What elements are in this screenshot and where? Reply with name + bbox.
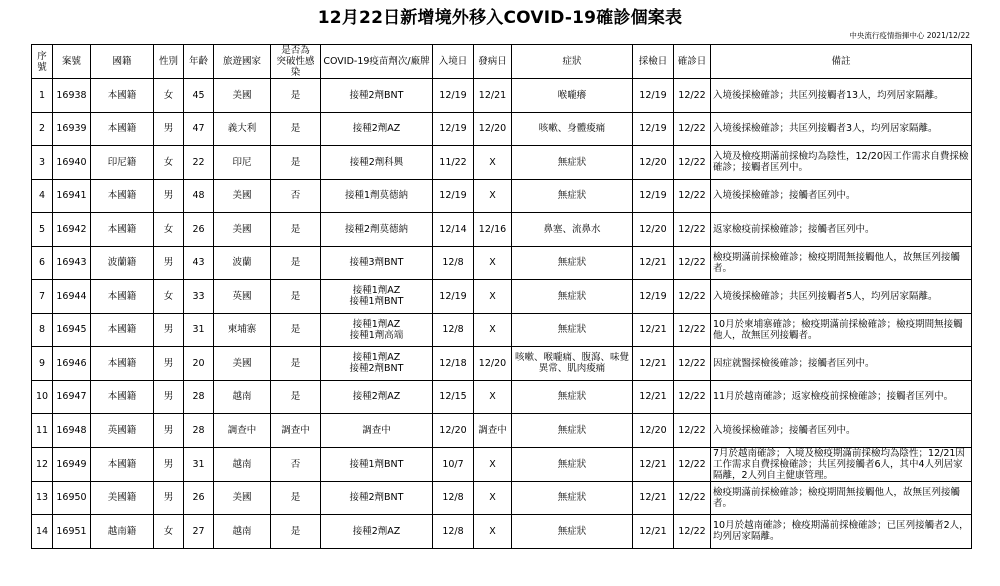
entry-date-cell: 12/20 [433, 414, 474, 448]
vaccine-cell: 接種1劑莫德納 [321, 179, 433, 213]
symptom-cell: 無症狀 [512, 246, 633, 280]
sex-cell: 女 [154, 146, 184, 180]
table-row [32, 447, 972, 481]
case-number-cell: 16951 [53, 515, 91, 549]
confirm-date-cell: 12/22 [674, 380, 711, 414]
table-row [32, 347, 972, 381]
remark-cell: 返家檢疫前採檢確診；接觸者匡列中。 [711, 213, 972, 247]
sex-cell: 男 [154, 481, 184, 515]
confirm-date-cell: 12/22 [674, 515, 711, 549]
remark-cell: 入境後採檢確診；共匡列接觸者3人，均列居家隔離。 [711, 112, 972, 146]
confirm-date-cell: 12/22 [674, 179, 711, 213]
test-date-cell: 12/21 [633, 347, 674, 381]
remark-cell: 入境後採檢確診；接觸者匡列中。 [711, 179, 972, 213]
serial-cell: 9 [32, 347, 53, 381]
travel-country-cell: 義大利 [214, 112, 271, 146]
nationality-cell: 本國籍 [91, 213, 154, 247]
confirm-date-cell: 12/22 [674, 414, 711, 448]
header-cell: 旅遊國家 [214, 45, 271, 79]
age-cell: 48 [184, 179, 214, 213]
breakthrough-cell: 是 [271, 246, 321, 280]
serial-cell: 8 [32, 313, 53, 347]
sex-cell: 男 [154, 380, 184, 414]
case-number-cell: 16939 [53, 112, 91, 146]
travel-country-cell: 波蘭 [214, 246, 271, 280]
header-cell: 備註 [711, 45, 972, 79]
entry-date-cell: 12/15 [433, 380, 474, 414]
breakthrough-cell: 是 [271, 347, 321, 381]
age-cell: 20 [184, 347, 214, 381]
sex-cell: 女 [154, 79, 184, 113]
nationality-cell: 本國籍 [91, 280, 154, 314]
breakthrough-cell: 調查中 [271, 414, 321, 448]
nationality-cell: 越南籍 [91, 515, 154, 549]
onset-date-cell: 12/20 [474, 347, 512, 381]
entry-date-cell: 12/19 [433, 112, 474, 146]
onset-date-cell: 12/16 [474, 213, 512, 247]
vaccine-cell: 接種1劑AZ 接種2劑BNT [321, 347, 433, 381]
table-row [32, 246, 972, 280]
remark-cell: 入境後採檢確診；共匡列接觸者5人，均列居家隔離。 [711, 280, 972, 314]
entry-date-cell: 12/18 [433, 347, 474, 381]
sex-cell: 男 [154, 313, 184, 347]
nationality-cell: 本國籍 [91, 347, 154, 381]
header-cell: COVID-19疫苗劑次/廠牌 [321, 45, 433, 79]
serial-cell: 11 [32, 414, 53, 448]
travel-country-cell: 柬埔寨 [214, 313, 271, 347]
case-number-cell: 16947 [53, 380, 91, 414]
serial-cell: 7 [32, 280, 53, 314]
table-row [32, 380, 972, 414]
breakthrough-cell: 是 [271, 380, 321, 414]
vaccine-cell: 接種2劑AZ [321, 380, 433, 414]
onset-date-cell: X [474, 515, 512, 549]
breakthrough-cell: 是 [271, 481, 321, 515]
case-number-cell: 16948 [53, 414, 91, 448]
serial-cell: 10 [32, 380, 53, 414]
symptom-cell: 無症狀 [512, 515, 633, 549]
test-date-cell: 12/19 [633, 179, 674, 213]
entry-date-cell: 10/7 [433, 447, 474, 481]
confirm-date-cell: 12/22 [674, 213, 711, 247]
case-number-cell: 16938 [53, 79, 91, 113]
symptom-cell: 無症狀 [512, 447, 633, 481]
entry-date-cell: 12/8 [433, 246, 474, 280]
onset-date-cell: 調查中 [474, 414, 512, 448]
case-number-cell: 16946 [53, 347, 91, 381]
remark-cell: 檢疫期滿前採檢確診；檢疫期間無接觸他人，故無匡列接觸者。 [711, 481, 972, 515]
case-number-cell: 16944 [53, 280, 91, 314]
case-number-cell: 16945 [53, 313, 91, 347]
breakthrough-cell: 是 [271, 146, 321, 180]
test-date-cell: 12/21 [633, 313, 674, 347]
remark-cell: 7月於越南確診；入境及檢疫期滿前採檢均為陰性；12/21因工作需求自費採檢確診；共匡列接觸者6人，其中4人列居家隔離，2人列自主健康管理。 [711, 447, 972, 481]
breakthrough-cell: 是 [271, 112, 321, 146]
travel-country-cell: 美國 [214, 179, 271, 213]
confirm-date-cell: 12/22 [674, 79, 711, 113]
remark-cell: 檢疫期滿前採檢確診；檢疫期間無接觸他人，故無匡列接觸者。 [711, 246, 972, 280]
onset-date-cell: X [474, 380, 512, 414]
vaccine-cell: 接種1劑AZ 接種1劑BNT [321, 280, 433, 314]
nationality-cell: 本國籍 [91, 447, 154, 481]
confirm-date-cell: 12/22 [674, 246, 711, 280]
nationality-cell: 波蘭籍 [91, 246, 154, 280]
test-date-cell: 12/19 [633, 112, 674, 146]
age-cell: 31 [184, 447, 214, 481]
symptom-cell: 無症狀 [512, 313, 633, 347]
vaccine-cell: 接種1劑AZ 接種1劑高端 [321, 313, 433, 347]
test-date-cell: 12/19 [633, 79, 674, 113]
nationality-cell: 本國籍 [91, 179, 154, 213]
case-number-cell: 16949 [53, 447, 91, 481]
nationality-cell: 本國籍 [91, 79, 154, 113]
serial-cell: 12 [32, 447, 53, 481]
nationality-cell: 美國籍 [91, 481, 154, 515]
confirm-date-cell: 12/22 [674, 112, 711, 146]
header-cell: 是否為 突破性感染 [271, 45, 321, 79]
header-row [32, 45, 972, 79]
breakthrough-cell: 是 [271, 280, 321, 314]
sex-cell: 女 [154, 515, 184, 549]
confirm-date-cell: 12/22 [674, 347, 711, 381]
onset-date-cell: 12/21 [474, 79, 512, 113]
age-cell: 27 [184, 515, 214, 549]
vaccine-cell: 接種2劑BNT [321, 481, 433, 515]
onset-date-cell: X [474, 280, 512, 314]
table-row [32, 280, 972, 314]
onset-date-cell: X [474, 481, 512, 515]
confirm-date-cell: 12/22 [674, 447, 711, 481]
breakthrough-cell: 否 [271, 447, 321, 481]
table-row [32, 414, 972, 448]
test-date-cell: 12/20 [633, 146, 674, 180]
serial-cell: 4 [32, 179, 53, 213]
vaccine-cell: 接種2劑莫德納 [321, 213, 433, 247]
case-number-cell: 16940 [53, 146, 91, 180]
age-cell: 31 [184, 313, 214, 347]
case-number-cell: 16941 [53, 179, 91, 213]
onset-date-cell: X [474, 146, 512, 180]
header-cell: 發病日 [474, 45, 512, 79]
test-date-cell: 12/21 [633, 515, 674, 549]
age-cell: 26 [184, 481, 214, 515]
onset-date-cell: X [474, 313, 512, 347]
nationality-cell: 本國籍 [91, 313, 154, 347]
symptom-cell: 咳嗽、喉嚨痛、腹瀉、味覺異常、肌肉痠痛 [512, 347, 633, 381]
onset-date-cell: X [474, 447, 512, 481]
sex-cell: 男 [154, 347, 184, 381]
travel-country-cell: 美國 [214, 79, 271, 113]
serial-cell: 1 [32, 79, 53, 113]
test-date-cell: 12/19 [633, 280, 674, 314]
symptom-cell: 喉嚨癢 [512, 79, 633, 113]
vaccine-cell: 接種2劑AZ [321, 515, 433, 549]
case-number-cell: 16942 [53, 213, 91, 247]
breakthrough-cell: 是 [271, 313, 321, 347]
breakthrough-cell: 是 [271, 79, 321, 113]
header-cell: 症狀 [512, 45, 633, 79]
sex-cell: 男 [154, 246, 184, 280]
age-cell: 47 [184, 112, 214, 146]
travel-country-cell: 越南 [214, 380, 271, 414]
table-row [32, 79, 972, 113]
age-cell: 28 [184, 380, 214, 414]
sex-cell: 女 [154, 213, 184, 247]
header-cell: 確診日 [674, 45, 711, 79]
remark-cell: 因症就醫採檢後確診；接觸者匡列中。 [711, 347, 972, 381]
confirm-date-cell: 12/22 [674, 313, 711, 347]
test-date-cell: 12/21 [633, 380, 674, 414]
remark-cell: 10月於柬埔寨確診；檢疫期滿前採檢確診；檢疫期間無接觸他人，故無匡列接觸者。 [711, 313, 972, 347]
serial-cell: 6 [32, 246, 53, 280]
entry-date-cell: 12/19 [433, 179, 474, 213]
header-cell: 性別 [154, 45, 184, 79]
test-date-cell: 12/21 [633, 447, 674, 481]
table-body [32, 79, 972, 549]
vaccine-cell: 接種1劑BNT [321, 447, 433, 481]
onset-date-cell: 12/20 [474, 112, 512, 146]
travel-country-cell: 美國 [214, 481, 271, 515]
nationality-cell: 英國籍 [91, 414, 154, 448]
vaccine-cell: 接種2劑BNT [321, 79, 433, 113]
serial-cell: 2 [32, 112, 53, 146]
sex-cell: 男 [154, 112, 184, 146]
vaccine-cell: 接種3劑BNT [321, 246, 433, 280]
age-cell: 22 [184, 146, 214, 180]
table-row [32, 179, 972, 213]
table-row [32, 146, 972, 180]
sex-cell: 男 [154, 447, 184, 481]
vaccine-cell: 接種2劑科興 [321, 146, 433, 180]
table-row [32, 515, 972, 549]
nationality-cell: 本國籍 [91, 112, 154, 146]
travel-country-cell: 美國 [214, 347, 271, 381]
remark-cell: 10月於越南確診；檢疫期滿前採檢確診；已匡列接觸者2人，均列居家隔離。 [711, 515, 972, 549]
travel-country-cell: 英國 [214, 280, 271, 314]
test-date-cell: 12/20 [633, 213, 674, 247]
age-cell: 28 [184, 414, 214, 448]
remark-cell: 11月於越南確診；返家檢疫前採檢確診；接觸者匡列中。 [711, 380, 972, 414]
symptom-cell: 無症狀 [512, 146, 633, 180]
entry-date-cell: 11/22 [433, 146, 474, 180]
page-title: 12月22日新增境外移入COVID-19確診個案表 [317, 8, 683, 28]
nationality-cell: 本國籍 [91, 380, 154, 414]
age-cell: 33 [184, 280, 214, 314]
entry-date-cell: 12/14 [433, 213, 474, 247]
entry-date-cell: 12/19 [433, 79, 474, 113]
confirm-date-cell: 12/22 [674, 481, 711, 515]
table-row [32, 213, 972, 247]
nationality-cell: 印尼籍 [91, 146, 154, 180]
symptom-cell: 無症狀 [512, 481, 633, 515]
symptom-cell: 無症狀 [512, 380, 633, 414]
remark-cell: 入境及檢疫期滿前採檢均為陰性，12/20因工作需求自費採檢確診；接觸者匡列中。 [711, 146, 972, 180]
travel-country-cell: 越南 [214, 447, 271, 481]
header-cell: 序號 [32, 45, 53, 79]
age-cell: 43 [184, 246, 214, 280]
onset-date-cell: X [474, 179, 512, 213]
sex-cell: 男 [154, 414, 184, 448]
entry-date-cell: 12/8 [433, 515, 474, 549]
serial-cell: 13 [32, 481, 53, 515]
symptom-cell: 鼻塞、流鼻水 [512, 213, 633, 247]
travel-country-cell: 美國 [214, 213, 271, 247]
case-number-cell: 16943 [53, 246, 91, 280]
vaccine-cell: 調查中 [321, 414, 433, 448]
header-cell: 採檢日 [633, 45, 674, 79]
header-cell: 國籍 [91, 45, 154, 79]
symptom-cell: 無症狀 [512, 414, 633, 448]
test-date-cell: 12/21 [633, 246, 674, 280]
onset-date-cell: X [474, 246, 512, 280]
source-note: 中央流行疫情指揮中心 2021/12/22 [849, 31, 970, 40]
header-cell: 入境日 [433, 45, 474, 79]
travel-country-cell: 調查中 [214, 414, 271, 448]
serial-cell: 5 [32, 213, 53, 247]
serial-cell: 14 [32, 515, 53, 549]
entry-date-cell: 12/8 [433, 313, 474, 347]
age-cell: 26 [184, 213, 214, 247]
vaccine-cell: 接種2劑AZ [321, 112, 433, 146]
case-table [31, 44, 972, 549]
header-cell: 年齡 [184, 45, 214, 79]
table-row [32, 481, 972, 515]
age-cell: 45 [184, 79, 214, 113]
breakthrough-cell: 是 [271, 515, 321, 549]
sex-cell: 女 [154, 280, 184, 314]
breakthrough-cell: 是 [271, 213, 321, 247]
entry-date-cell: 12/8 [433, 481, 474, 515]
entry-date-cell: 12/19 [433, 280, 474, 314]
case-number-cell: 16950 [53, 481, 91, 515]
remark-cell: 入境後採檢確診；接觸者匡列中。 [711, 414, 972, 448]
travel-country-cell: 印尼 [214, 146, 271, 180]
travel-country-cell: 越南 [214, 515, 271, 549]
symptom-cell: 咳嗽、身體痠痛 [512, 112, 633, 146]
test-date-cell: 12/20 [633, 414, 674, 448]
breakthrough-cell: 否 [271, 179, 321, 213]
header-cell: 案號 [53, 45, 91, 79]
sex-cell: 男 [154, 179, 184, 213]
table-row [32, 313, 972, 347]
symptom-cell: 無症狀 [512, 280, 633, 314]
confirm-date-cell: 12/22 [674, 146, 711, 180]
symptom-cell: 無症狀 [512, 179, 633, 213]
table-row [32, 112, 972, 146]
remark-cell: 入境後採檢確診；共匡列接觸者13人，均列居家隔離。 [711, 79, 972, 113]
serial-cell: 3 [32, 146, 53, 180]
confirm-date-cell: 12/22 [674, 280, 711, 314]
test-date-cell: 12/21 [633, 481, 674, 515]
